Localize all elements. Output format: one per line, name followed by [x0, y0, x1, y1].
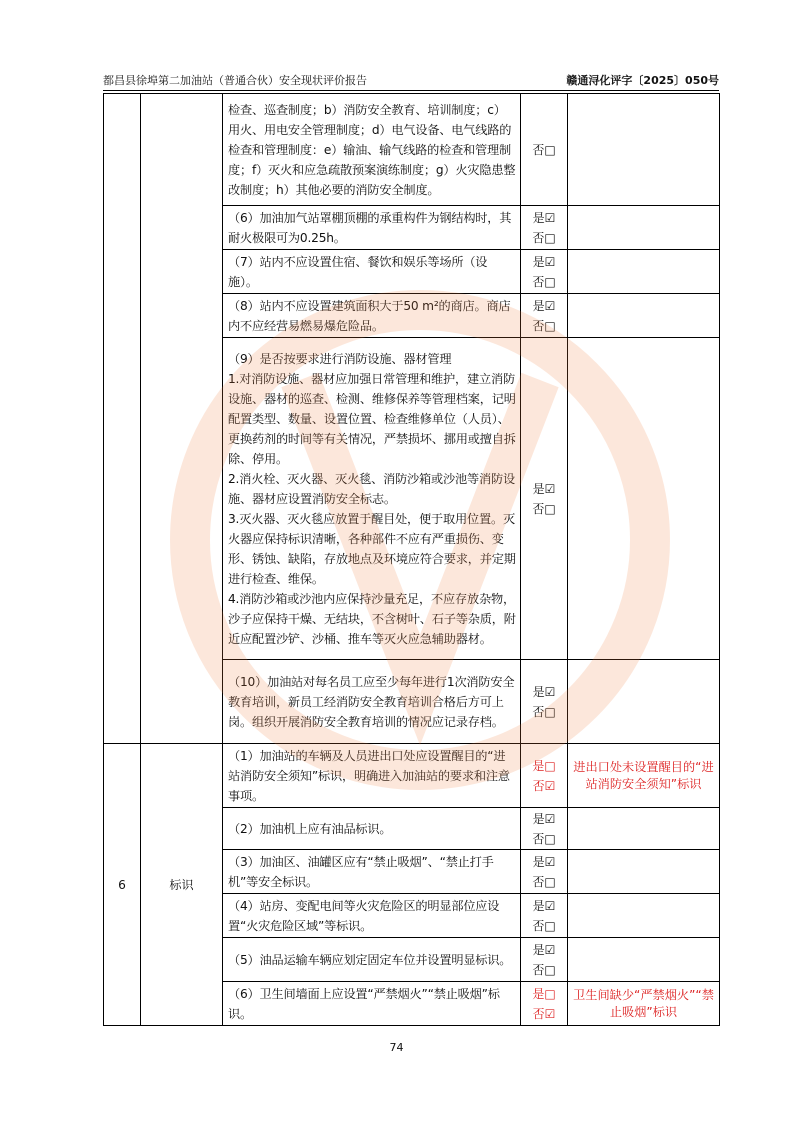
yes-no-cell — [521, 744, 568, 808]
no-mark: 否□ — [532, 230, 556, 245]
yes-mark: 是☑ — [532, 942, 556, 957]
yes-mark: 是□ — [532, 986, 556, 1001]
check-item-text: （1）加油站的车辆及人员进出口处应设置醒目的“进站消防安全须知”标识，明确进入加油站的要求和注意事项。 — [223, 744, 521, 808]
check-item-text: （8）站内不应设置建筑面积大于50 m²的商店。商店内不应经营易燃易爆危险品。 — [223, 294, 521, 338]
remark-cell — [568, 808, 720, 850]
yes-mark: 是☑ — [532, 298, 556, 313]
check-item-text: （5）油品运输车辆应划定固定车位并设置明显标识。 — [223, 938, 521, 982]
yes-no-cell — [521, 94, 568, 206]
safety-checklist-table — [103, 93, 720, 1026]
check-item-text: （6）卫生间墙面上应设置“严禁烟火”“禁止吸烟”标识。 — [223, 982, 521, 1026]
yes-no-cell — [521, 938, 568, 982]
yes-no-cell — [521, 294, 568, 338]
page-header — [103, 72, 719, 88]
category-cell: 标识 — [141, 744, 223, 1026]
yes-mark: 是☑ — [532, 684, 556, 699]
yes-no-cell — [521, 982, 568, 1026]
yes-mark: 是☑ — [532, 898, 556, 913]
yes-no-cell — [521, 250, 568, 294]
item-number-cell — [104, 94, 141, 744]
check-item-text: （6）加油加气站罩棚顶棚的承重构件为钢结构时，其耐火极限可为0.25h。 — [223, 206, 521, 250]
yes-no-cell — [521, 808, 568, 850]
item-number-cell: 6 — [104, 744, 141, 1026]
check-item-text: （7）站内不应设置住宿、餐饮和娱乐等场所（设施）。 — [223, 250, 521, 294]
no-mark: 否□ — [532, 704, 556, 719]
check-item-text: （10）加油站对每名员工应至少每年进行1次消防安全教育培训，新员工经消防安全教育培训合格后方可上岗。组织开展消防安全教育培训的情况应记录存档。 — [223, 660, 521, 744]
no-mark: 否□ — [532, 318, 556, 333]
no-mark: 否□ — [532, 962, 556, 977]
no-mark: 否□ — [532, 142, 556, 157]
no-mark: 否□ — [532, 874, 556, 889]
no-mark: 否□ — [532, 274, 556, 289]
yes-mark: 是☑ — [532, 811, 556, 826]
no-mark: 否□ — [532, 918, 556, 933]
yes-no-cell — [521, 660, 568, 744]
remark-cell — [568, 206, 720, 250]
check-item-text: （9）是否按要求进行消防设施、器材管理 1.对消防设施、器材应加强日常管理和维护，建立消防设施、器材的巡查、检测、维修保养等管理档案，记明配置类型、数量、设置位置、检查维修单位（人员）、更换药剂的时间等有关情况，严禁损坏、挪用或擅自拆除、停用。 2.消火栓、灭火器、灭火毯、消防沙箱或沙池等消防设施、器材应设置消防安全标志。 3.灭火器、灭火毯应放置于醒目处，便于取用位置。灭火器应保持标识清晰，各种部件不应有严重损伤、变形、锈蚀、缺陷，存放地点及环境应符合要求，并定期进行检查、维保。 4.消防沙箱或沙池内应保持沙量充足，不应存放杂物，沙子应保持干燥、无结块，不含树叶、石子等杂质，附近应配置沙铲、沙桶、推车等灭火应急辅助器材。 — [223, 338, 521, 660]
no-mark: 否□ — [532, 501, 556, 516]
yes-mark: 是☑ — [532, 210, 556, 225]
check-item-text: （2）加油机上应有油品标识。 — [223, 808, 521, 850]
no-mark: 否☑ — [532, 1006, 556, 1021]
table-row — [104, 744, 720, 808]
header-divider — [103, 90, 719, 91]
report-number: 赣通浔化评字〔2025〕050号 — [566, 74, 719, 87]
yes-mark: 是☑ — [532, 481, 556, 496]
check-item-text: （3）加油区、油罐区应有“禁止吸烟”、“禁止打手机”等安全标识。 — [223, 850, 521, 894]
yes-no-cell — [521, 850, 568, 894]
yes-no-cell — [521, 206, 568, 250]
yes-mark: 是☑ — [532, 254, 556, 269]
yes-mark: 是☑ — [532, 854, 556, 869]
table-row — [104, 94, 720, 206]
check-item-text: （4）站房、变配电间等火灾危险区的明显部位应设置“火灾危险区域”等标识。 — [223, 894, 521, 938]
remark-cell — [568, 294, 720, 338]
yes-no-cell — [521, 894, 568, 938]
no-mark: 否□ — [532, 831, 556, 846]
no-mark: 否☑ — [532, 778, 556, 793]
remark-cell — [568, 938, 720, 982]
remark-cell — [568, 894, 720, 938]
remark-cell: 卫生间缺少“严禁烟火”“禁止吸烟”标识 — [568, 982, 720, 1026]
report-title: 都昌县徐埠第二加油站（普通合伙）安全现状评价报告 — [103, 74, 367, 87]
yes-no-cell — [521, 338, 568, 660]
remark-cell — [568, 660, 720, 744]
yes-mark: 是□ — [532, 758, 556, 773]
remark-cell — [568, 94, 720, 206]
page-number: 74 — [389, 1041, 404, 1054]
check-item-text: 检查、巡查制度；b）消防安全教育、培训制度；c）用火、用电安全管理制度；d）电气设备、电气线路的检查和管理制度：e）输油、输气线路的检查和管理制度；f）灭火和应急疏散预案演练制度；g）火灾隐患整改制度；h）其他必要的消防安全制度。 — [223, 94, 521, 206]
remark-cell — [568, 250, 720, 294]
remark-cell: 进出口处未设置醒目的“进站消防安全须知”标识 — [568, 744, 720, 808]
remark-cell — [568, 850, 720, 894]
category-cell — [141, 94, 223, 744]
remark-cell — [568, 338, 720, 660]
